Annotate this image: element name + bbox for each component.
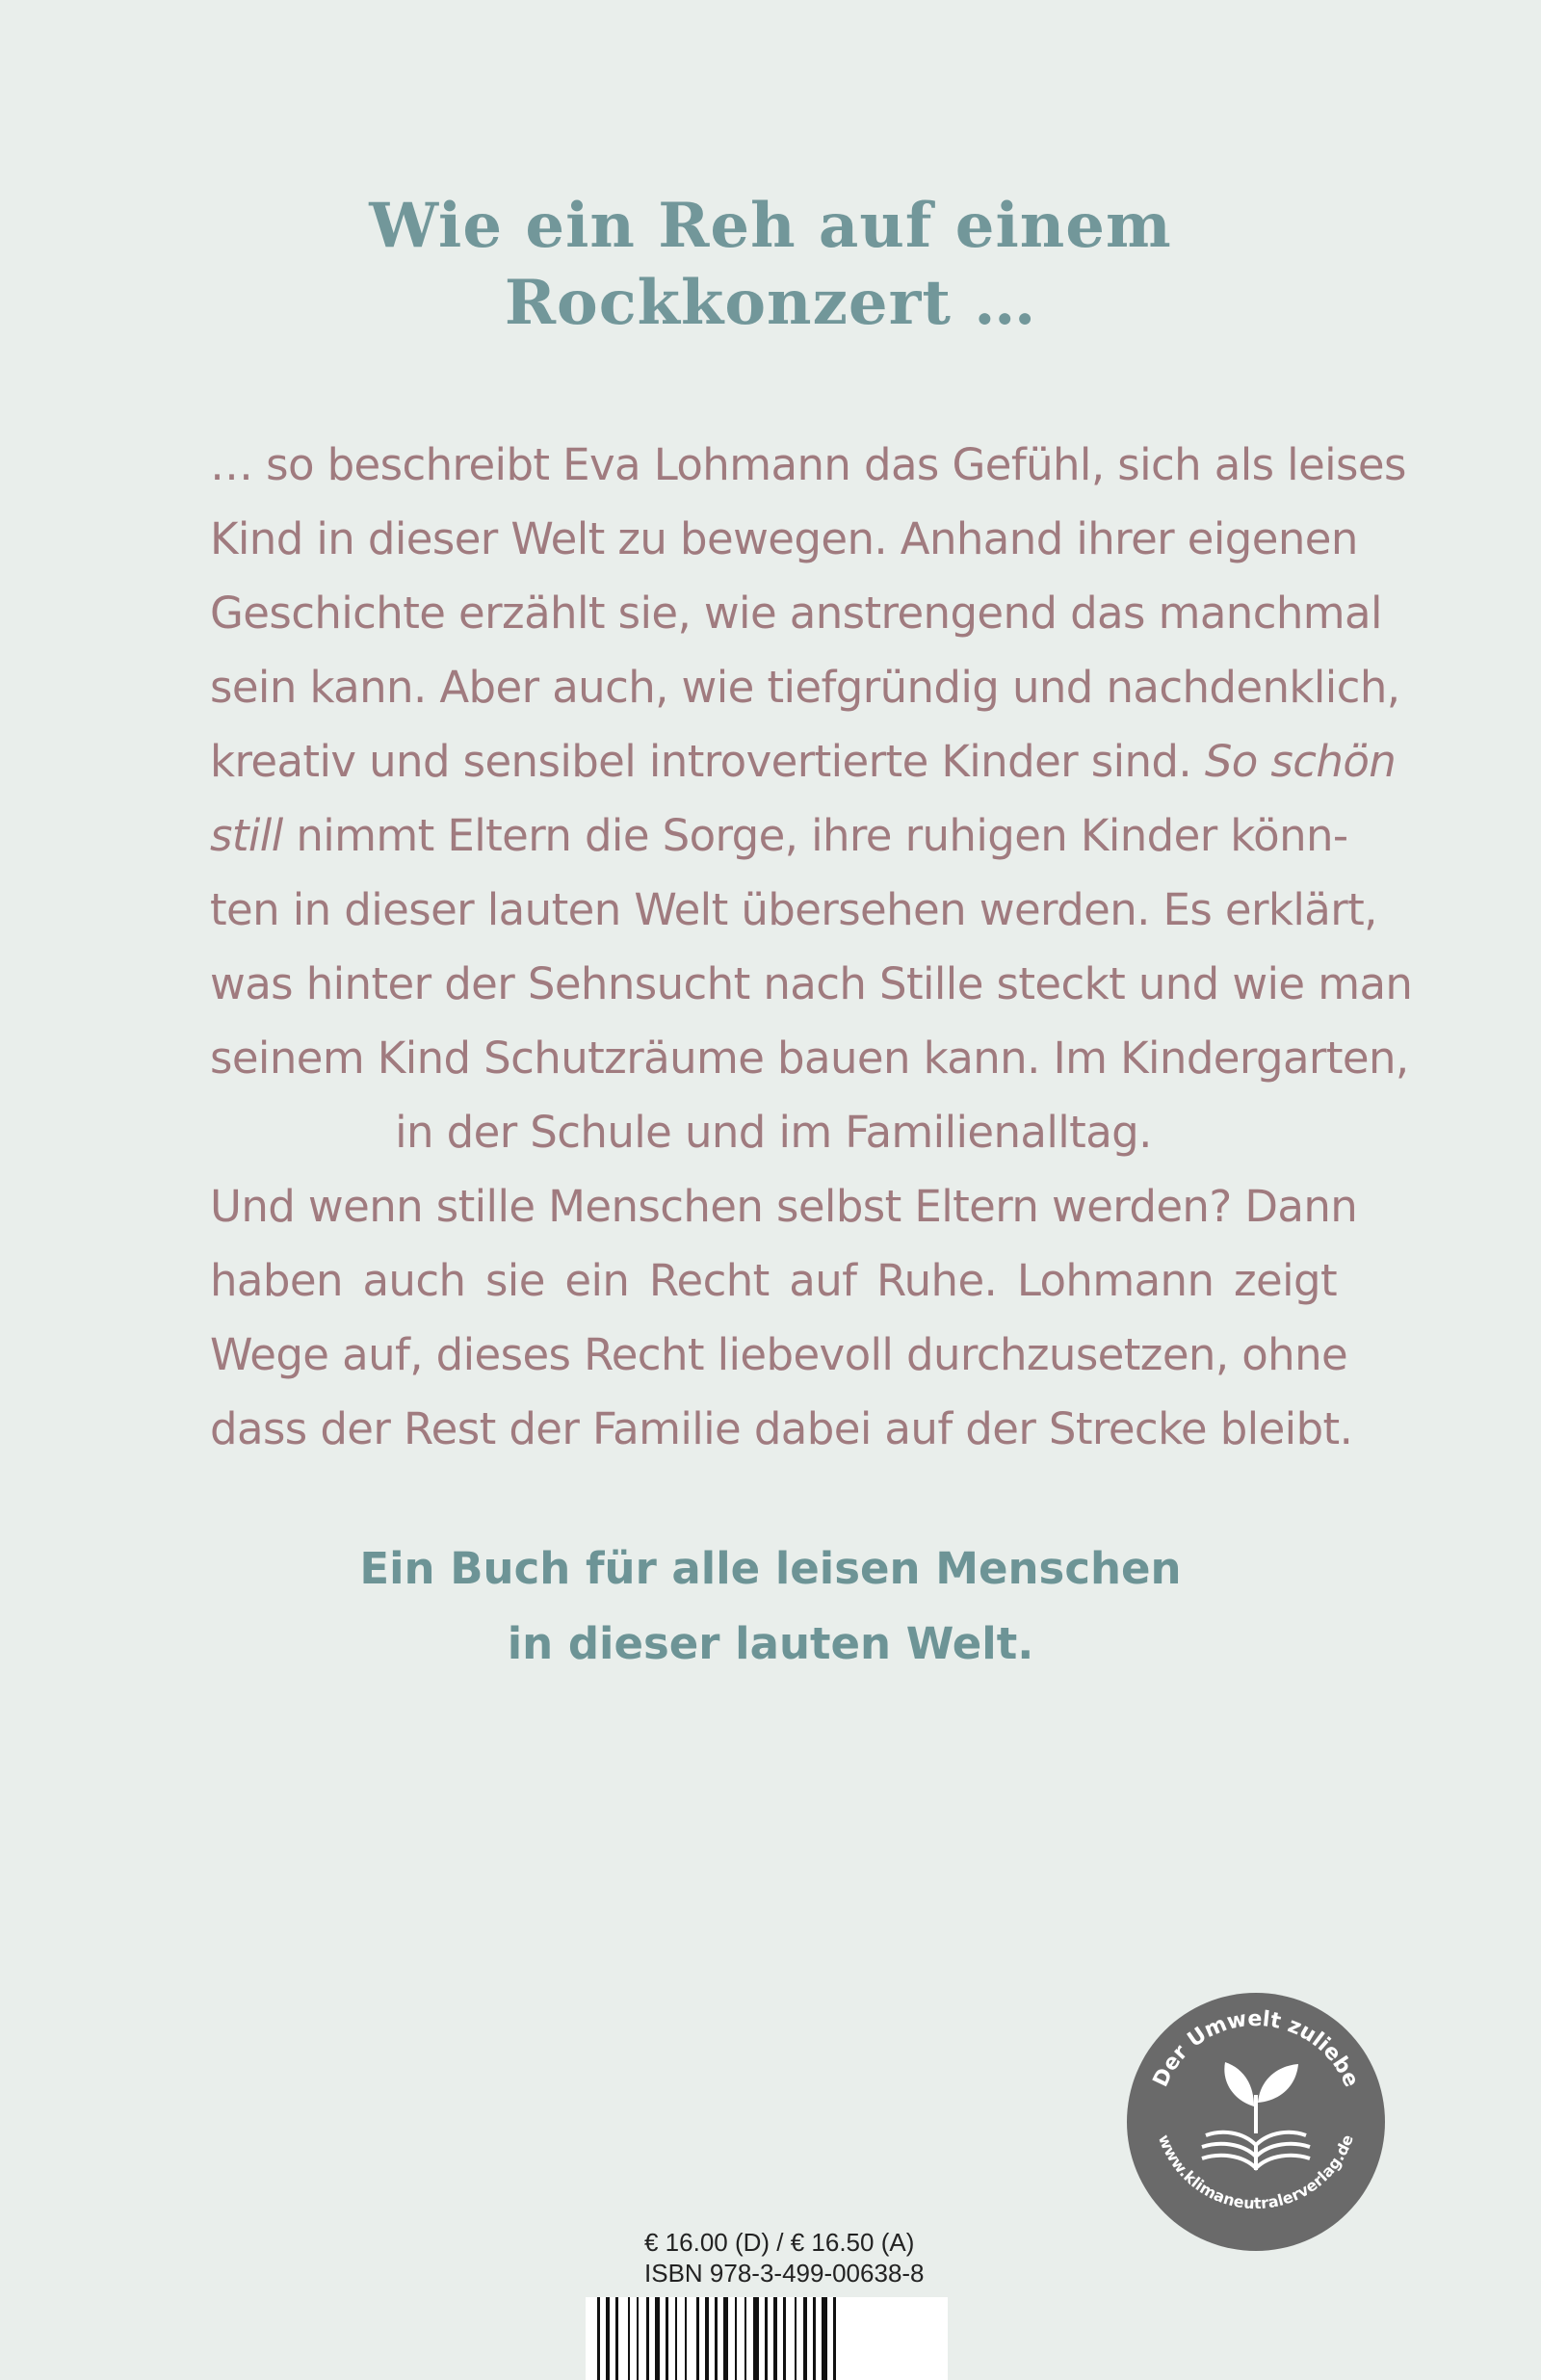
price-label: € 16.00 (D) / € 16.50 (A): [644, 2228, 915, 2257]
barcode-bar: [696, 2297, 699, 2380]
barcode-bar: [666, 2297, 668, 2380]
barcode-bar: [822, 2297, 827, 2380]
barcode-bars: [586, 2297, 948, 2380]
blurb-line: Geschichte erzählt sie, wie anstrengend das manchmal: [210, 588, 1382, 639]
blurb-line: … so beschreibt Eva Lohmann das Gefühl, sich als leises: [210, 439, 1406, 490]
barcode-bar: [723, 2297, 728, 2380]
barcode-bar: [646, 2297, 649, 2380]
barcode: [586, 2297, 948, 2380]
barcode-bar: [655, 2297, 660, 2380]
barcode-bar: [765, 2297, 768, 2380]
blurb-line-part: nimmt Eltern die Sorge, ihre ruhigen Kinder könn-: [282, 810, 1348, 861]
seal-top-text: Der Umwelt zuliebe: [1148, 2006, 1364, 2091]
barcode-bar: [637, 2297, 639, 2380]
blurb-line: in der Schule und im Familienalltag.: [395, 1107, 1152, 1158]
barcode-bar: [803, 2297, 807, 2380]
barcode-bar: [813, 2297, 816, 2380]
barcode-bar: [744, 2297, 746, 2380]
price-isbn-block: [644, 2227, 925, 2288]
barcode-bar: [833, 2297, 836, 2380]
blurb-line: sein kann. Aber auch, wie tiefgründig und nachdenklich,: [210, 662, 1400, 713]
blurb-text: [210, 428, 1413, 1466]
tagline-line-2: in dieser lauten Welt.: [507, 1618, 1034, 1669]
climate-neutral-seal: [1125, 1991, 1387, 2253]
barcode-bar: [735, 2297, 737, 2380]
isbn-label: ISBN 978-3-499-00638-8: [644, 2259, 925, 2288]
barcode-bar: [685, 2297, 687, 2380]
barcode-bar: [675, 2297, 677, 2380]
blurb-line: Wege auf, dieses Recht liebevoll durchzusetzen, ohne: [210, 1329, 1348, 1380]
blurb-line-part: kreativ und sensibel introvertierte Kinder sind.: [210, 736, 1205, 787]
back-cover-heading: [0, 188, 1541, 342]
barcode-bar: [795, 2297, 797, 2380]
book-title-italic: So schön: [1204, 736, 1397, 787]
barcode-bar: [753, 2297, 759, 2380]
tagline: [0, 1531, 1541, 1682]
heading-line-2: Rockkonzert …: [504, 267, 1037, 339]
blurb-line: seinem Kind Schutzräume bauen kann. Im Kindergarten,: [210, 1033, 1409, 1084]
barcode-bar: [773, 2297, 777, 2380]
barcode-bar: [615, 2297, 618, 2380]
barcode-bar: [597, 2297, 600, 2380]
barcode-bar: [715, 2297, 718, 2380]
blurb-line: [210, 724, 1397, 798]
blurb-line: was hinter der Sehnsucht nach Stille steckt und wie man: [210, 958, 1413, 1009]
blurb-line: Kind in dieser Welt zu bewegen. Anhand ihrer eigenen: [210, 513, 1358, 564]
barcode-bar: [783, 2297, 786, 2380]
blurb-line: Und wenn stille Menschen selbst Eltern werden? Dann: [210, 1181, 1358, 1232]
barcode-bar: [628, 2297, 630, 2380]
blurb-line: ten in dieser lauten Welt übersehen werden. Es erklärt,: [210, 884, 1377, 935]
blurb-line: dass der Rest der Familie dabei auf der Strecke bleibt.: [210, 1403, 1353, 1454]
heading-line-1: Wie ein Reh auf einem: [369, 190, 1172, 262]
book-title-italic: still: [210, 810, 283, 861]
blurb-line: haben auch sie ein Recht auf Ruhe. Lohmann zeigt: [210, 1255, 1337, 1306]
barcode-bar: [705, 2297, 709, 2380]
blurb-line: [210, 798, 1348, 873]
barcode-bar: [606, 2297, 610, 2380]
tagline-line-1: Ein Buch für alle leisen Menschen: [359, 1543, 1182, 1594]
seal-bottom-text: www.klimaneutralerverlag.de: [1154, 2132, 1357, 2213]
